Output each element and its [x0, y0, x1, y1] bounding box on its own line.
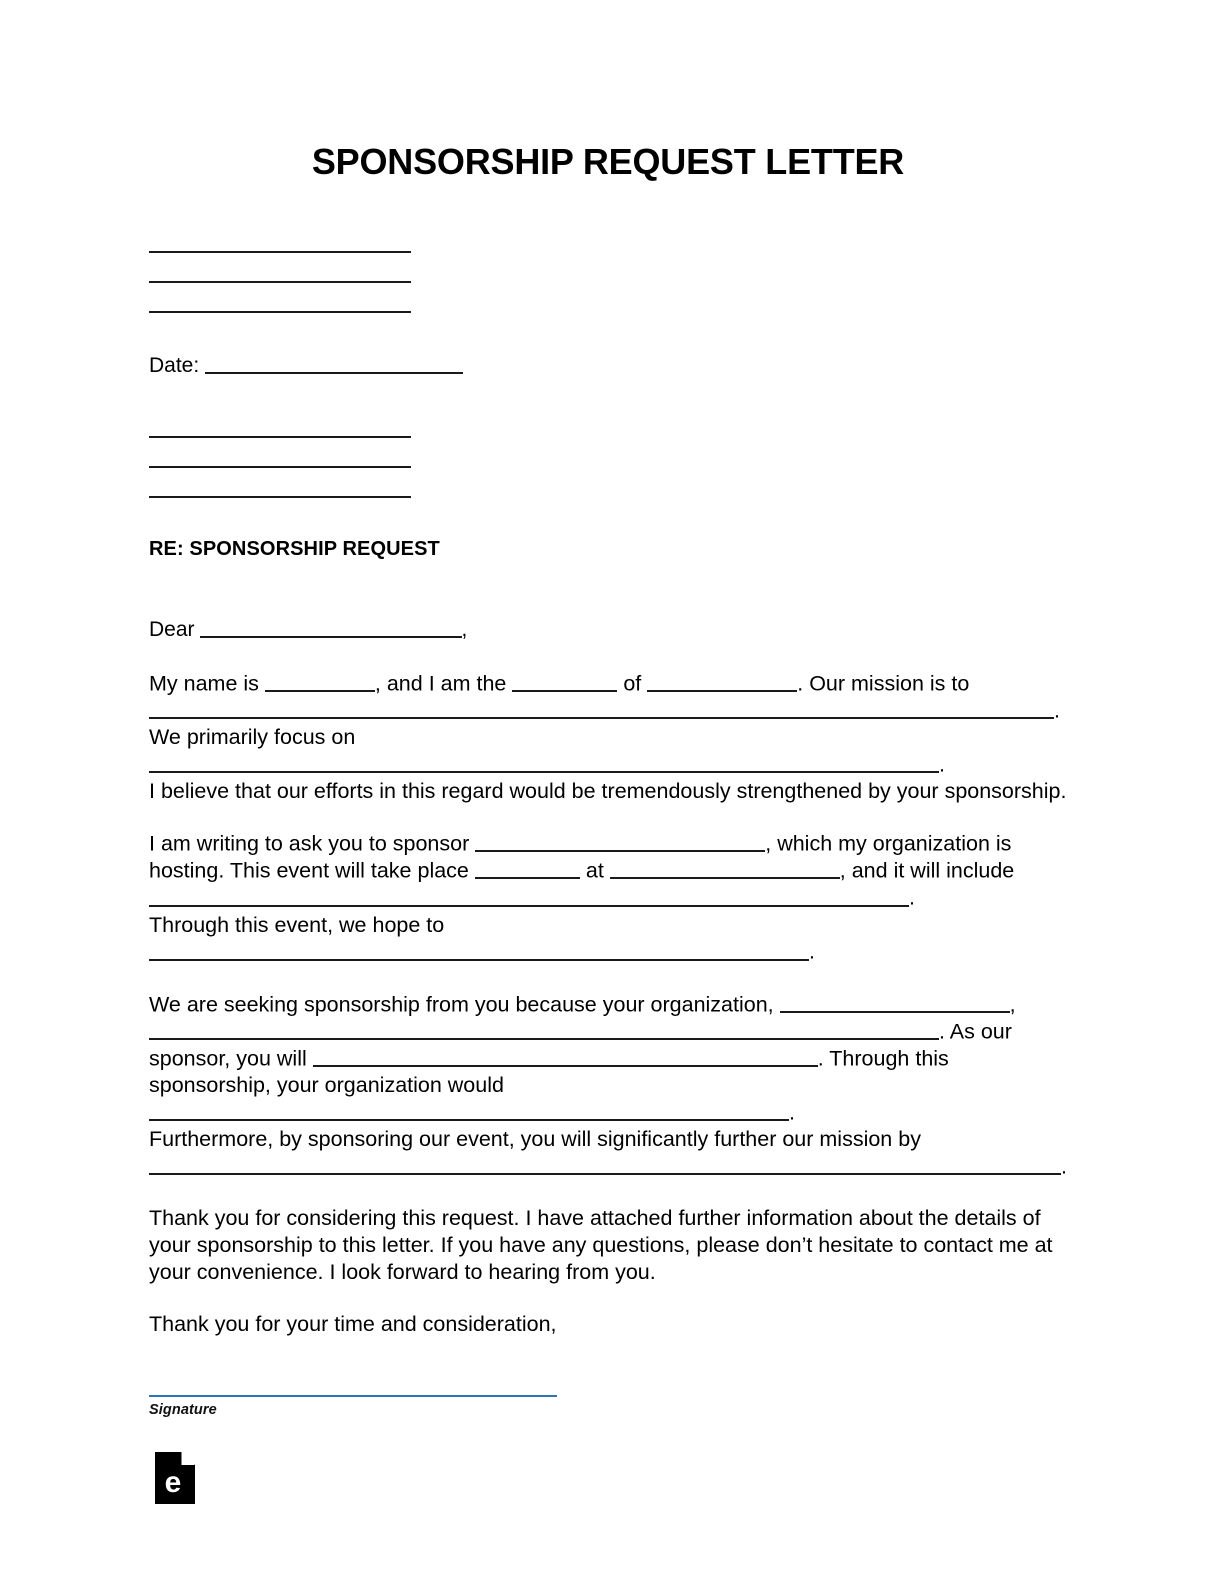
signoff-text: Thank you for your time and consideration, [149, 1311, 557, 1336]
salutation-row [149, 615, 1067, 645]
salutation-name-blank[interactable] [200, 616, 462, 638]
focus-blank[interactable] [149, 751, 939, 773]
paragraph-reasons [149, 991, 1067, 1181]
reasons-seg-3: . As our sponsor, you will [149, 1019, 1012, 1071]
recipient-address-line-3[interactable] [149, 475, 1067, 505]
recipient-address-line-1[interactable] [149, 415, 1067, 445]
signature-block [149, 1395, 1067, 1418]
intro-seg-6: We primarily focus on [149, 725, 356, 750]
org-reason-blank-1[interactable] [780, 991, 1010, 1013]
sender-address-line-3[interactable] [149, 290, 1067, 320]
event-name-blank[interactable] [475, 830, 765, 852]
organization-blank[interactable] [647, 670, 797, 692]
intro-seg-1: My name is [149, 671, 259, 696]
reasons-seg-2: , [1009, 991, 1016, 1016]
paragraph-signoff [149, 1311, 1067, 1338]
intro-seg-4: . Our mission is to [797, 671, 970, 696]
request-seg-3: at [585, 858, 604, 883]
blank-rule[interactable] [149, 446, 411, 468]
sender-address-line-1[interactable] [149, 230, 1067, 260]
mission-blank[interactable] [149, 697, 1054, 719]
blank-rule[interactable] [149, 476, 411, 498]
intro-seg-3: of [623, 671, 642, 696]
sponsor-will-blank[interactable] [313, 1045, 818, 1067]
salutation-label: Dear [149, 617, 195, 641]
intro-seg-2: , and I am the [374, 671, 507, 696]
reasons-seg-5: . [789, 1100, 795, 1125]
request-seg-2: , which my organization is hosting. This event will take place [149, 831, 1012, 883]
paragraph-intro [149, 670, 1067, 805]
recipient-address-block [149, 415, 1067, 505]
request-seg-1: I am writing to ask you to sponsor [149, 831, 470, 856]
intro-seg-7: . [939, 752, 945, 777]
re-subject-line: RE: SPONSORSHIP REQUEST [149, 537, 440, 560]
blank-rule[interactable] [149, 416, 411, 438]
paragraph-request [149, 830, 1067, 966]
reasons-seg-1: We are seeking sponsorship from you because your organization, [149, 991, 774, 1016]
sender-address-line-2[interactable] [149, 260, 1067, 290]
page-title: SPONSORSHIP REQUEST LETTER [311, 141, 905, 182]
title-blank[interactable] [512, 670, 617, 692]
paragraph-closing [149, 1205, 1067, 1285]
letter-body [149, 0, 1067, 1418]
event-goal-blank[interactable] [149, 938, 809, 960]
reasons-seg-7: . [1061, 1154, 1067, 1179]
event-date-blank[interactable] [475, 857, 580, 879]
event-include-blank[interactable] [149, 884, 909, 906]
blank-rule[interactable] [149, 231, 411, 253]
request-seg-4: , and it will include [839, 858, 1015, 883]
date-label: Date: [149, 353, 200, 377]
reasons-seg-6: Furthermore, by sponsoring our event, you will significantly further our mission by [149, 1127, 921, 1152]
date-row [149, 351, 1067, 381]
request-seg-6: Through this event, we hope to [149, 912, 445, 937]
closing-text: Thank you for considering this request. I have attached further information about the details of your sponsorship to this letter. If you have any questions, please don’t hesitate to contact me at your convenience. I look forward to hearing from you. [149, 1206, 1053, 1284]
name-blank[interactable] [265, 670, 375, 692]
reasons-seg-4: . Through this sponsorship, your organization would [149, 1046, 949, 1098]
logo-letter: e [164, 1466, 182, 1499]
signature-label: Signature [149, 1402, 217, 1419]
signature-line[interactable] [149, 1395, 557, 1397]
salutation-comma: , [461, 617, 468, 641]
event-location-blank[interactable] [610, 857, 840, 879]
intro-seg-5: . [1054, 698, 1060, 723]
intro-seg-8: I believe that our efforts in this regard would be tremendously strengthened by your sponsorship. [149, 779, 1067, 804]
org-reason-blank-2[interactable] [149, 1018, 939, 1040]
eforms-logo [155, 1452, 195, 1504]
sender-address-block [149, 230, 1067, 320]
recipient-address-line-2[interactable] [149, 445, 1067, 475]
date-input-blank[interactable] [205, 352, 463, 374]
blank-rule[interactable] [149, 261, 411, 283]
org-benefit-blank[interactable] [149, 1099, 789, 1121]
request-seg-5: . [909, 885, 915, 910]
blank-rule[interactable] [149, 291, 411, 313]
request-seg-7: . [809, 939, 815, 964]
mission-further-blank[interactable] [149, 1153, 1061, 1175]
